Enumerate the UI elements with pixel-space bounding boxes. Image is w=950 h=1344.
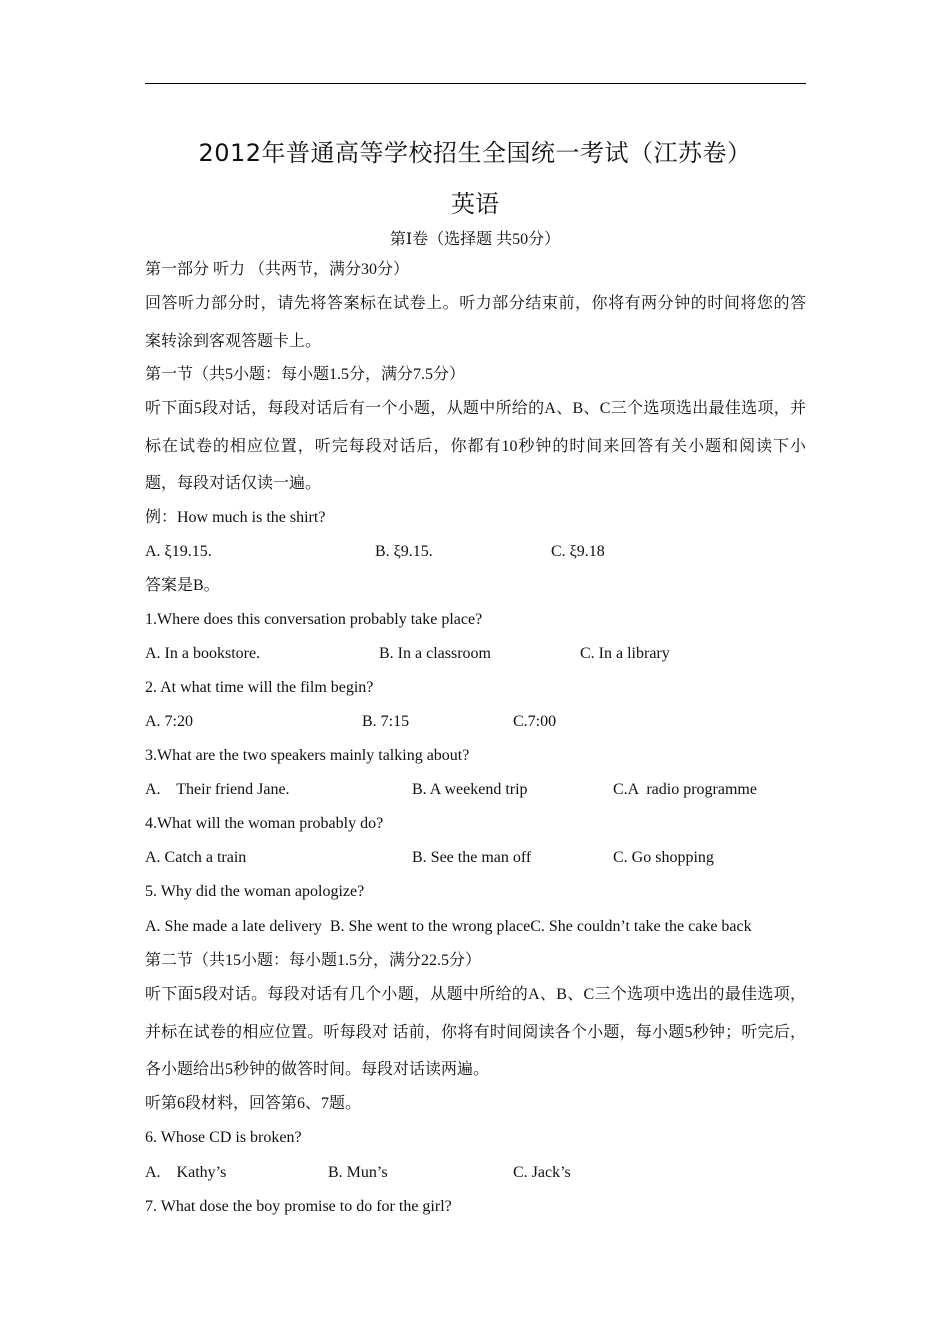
material-6-note: 听第6段材料，回答第6、7题。 xyxy=(145,1095,362,1112)
section1-instruction: 听下面5段对话，每段对话后有一个小题，从题中所给的A、B、C三个选项选出最佳选项，并 xyxy=(145,400,806,417)
section2-heading: 第二节（共15小题：每小题1.5分，满分22.5分） xyxy=(145,952,482,969)
example-option-c: C. ξ9.18 xyxy=(551,543,605,560)
q1-option-a: A. In a bookstore. xyxy=(145,645,261,662)
q6-option-a: A. Kathy’s xyxy=(145,1164,227,1181)
question-4: 4.What will the woman probably do? xyxy=(145,815,384,832)
q6-option-c: C. Jack’s xyxy=(513,1164,571,1181)
question-1: 1.Where does this conversation probably take place? xyxy=(145,611,483,628)
question-5: 5. Why did the woman apologize? xyxy=(145,883,365,900)
q2-option-b: B. 7:15 xyxy=(362,713,410,730)
section2-instruction-cont: 并标在试卷的相应位置。听每段对 话前，你将有时间阅读各个小题，每小题5秒钟；听完后， xyxy=(145,1024,806,1041)
volume-title: 第Ⅰ卷（选择题 共50分） xyxy=(389,231,561,248)
q5-options: A. She made a late delivery B. She went to the wrong placeC. She couldn’t take the cake back xyxy=(145,918,752,935)
section2-instruction-end: 各小题给出5秒钟的做答时间。每段对话读两遍。 xyxy=(145,1061,490,1078)
q3-option-c: C.A radio programme xyxy=(613,781,757,798)
q3-option-b: B. A weekend trip xyxy=(412,781,528,798)
example-option-a: A. ξ19.15. xyxy=(145,543,212,560)
example-question: 例：How much is the shirt? xyxy=(145,509,326,526)
question-3: 3.What are the two speakers mainly talking about? xyxy=(145,747,470,764)
q1-option-c: C. In a library xyxy=(580,645,670,662)
part1-heading: 第一部分 听力 （共两节，满分30分） xyxy=(145,261,410,278)
section1-instruction-end: 题，每段对话仅读一遍。 xyxy=(145,475,322,492)
question-7: 7. What dose the boy promise to do for the girl? xyxy=(145,1198,452,1215)
subject-title: 英语 xyxy=(451,190,499,218)
question-2: 2. At what time will the film begin? xyxy=(145,679,374,696)
q2-option-a: A. 7:20 xyxy=(145,713,193,730)
q4-option-b: B. See the man off xyxy=(412,849,532,866)
q2-option-c: C.7:00 xyxy=(513,713,557,730)
q3-option-a: A. Their friend Jane. xyxy=(145,781,290,798)
part1-instruction: 回答听力部分时，请先将答案标在试卷上。听力部分结束前，你将有两分钟的时间将您的答 xyxy=(145,295,806,312)
part1-instruction-cont: 案转涂到客观答题卡上。 xyxy=(145,333,322,350)
exam-title: 2012年普通高等学校招生全国统一考试（江苏卷） xyxy=(198,139,752,167)
q4-option-c: C. Go shopping xyxy=(613,849,714,866)
q6-option-b: B. Mun’s xyxy=(328,1164,388,1181)
header-rule xyxy=(145,83,806,84)
question-6: 6. Whose CD is broken? xyxy=(145,1129,302,1146)
example-option-b: B. ξ9.15. xyxy=(375,543,433,560)
q1-option-b: B. In a classroom xyxy=(379,645,491,662)
q4-option-a: A. Catch a train xyxy=(145,849,247,866)
section2-instruction: 听下面5段对话。每段对话有几个小题，从题中所给的A、B、C三个选项中选出的最佳选项， xyxy=(145,986,806,1003)
section1-instruction-cont: 标在试卷的相应位置，听完每段对话后，你都有10秒钟的时间来回答有关小题和阅读下小 xyxy=(145,438,806,455)
section1-heading: 第一节（共5小题：每小题1.5分，满分7.5分） xyxy=(145,366,466,383)
example-answer: 答案是B。 xyxy=(145,577,220,594)
